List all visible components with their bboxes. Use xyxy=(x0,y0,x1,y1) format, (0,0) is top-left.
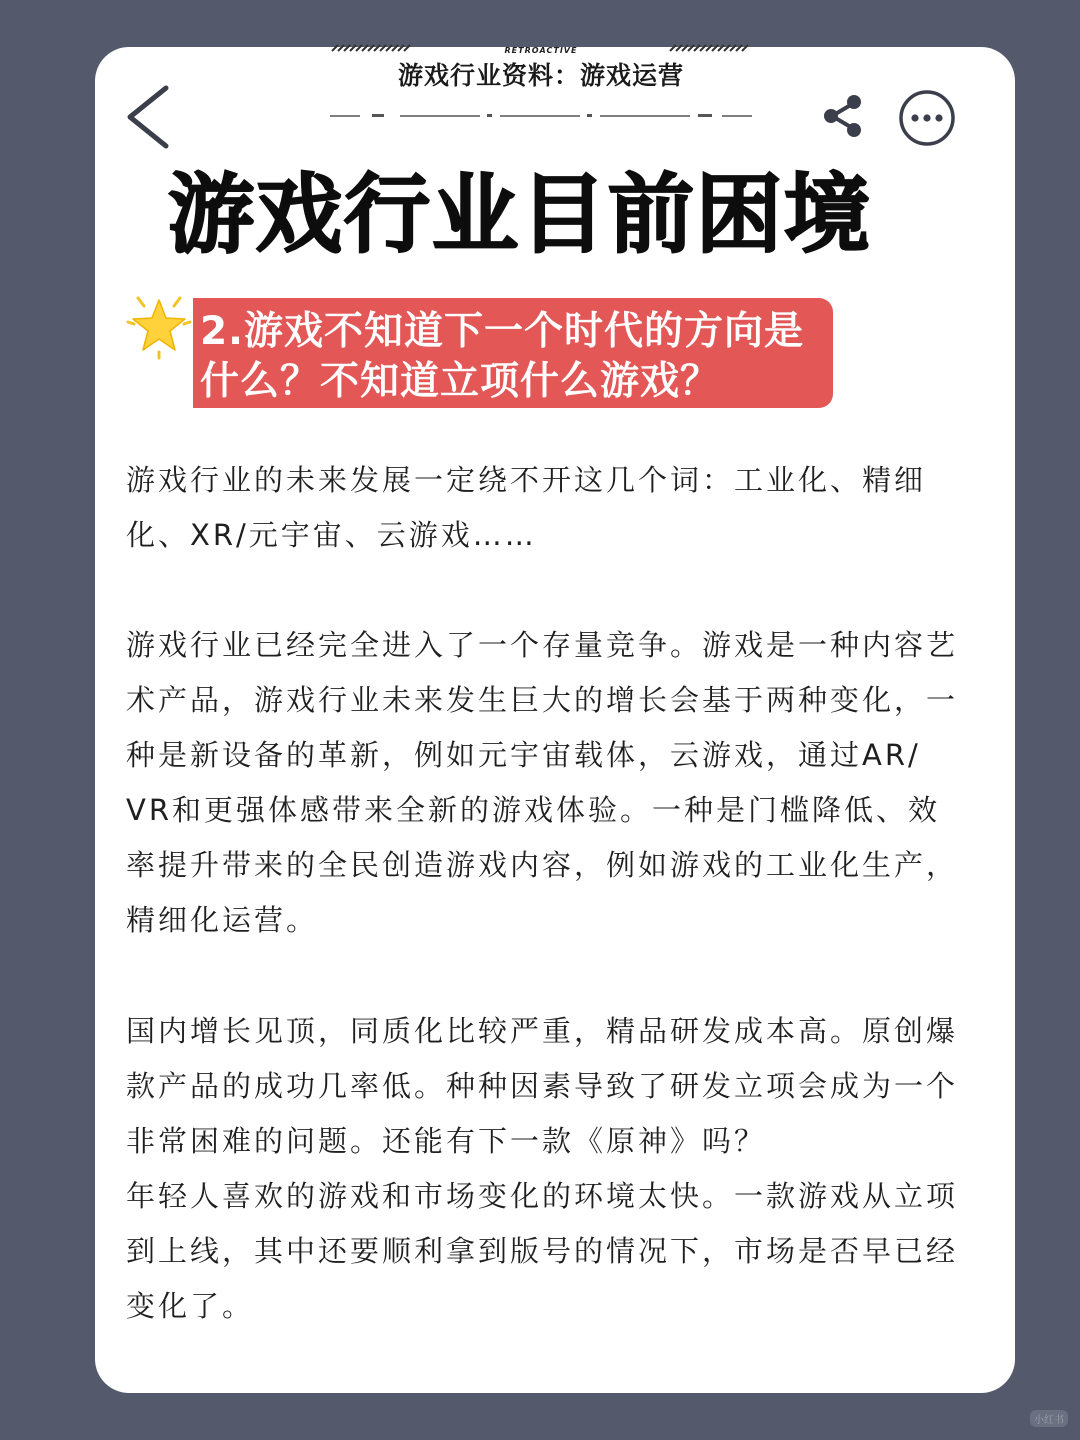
paragraph-2 xyxy=(126,618,986,948)
watermark-logo: 小红书 xyxy=(1030,1410,1068,1427)
header-divider xyxy=(330,110,752,122)
header-brand: RETROACTIVE xyxy=(504,46,578,55)
header-title: 游戏行业资料：游戏运营 xyxy=(397,61,684,90)
text-line: 化、XR/元宇宙、云游戏…… xyxy=(126,518,537,552)
subheading-line-2: 什么？不知道立项什么游戏？ xyxy=(200,359,721,404)
article-title: 游戏行业目前困境 xyxy=(168,165,872,265)
subheading-line-1: 2.游戏不知道下一个时代的方向是 xyxy=(200,309,804,354)
star-icon xyxy=(124,292,194,362)
more-options-icon[interactable] xyxy=(898,89,956,147)
text-line: 到上线，其中还要顺利拿到版号的情况下，市场是否早已经 xyxy=(126,1234,959,1268)
share-icon[interactable] xyxy=(820,93,866,139)
text-line: 术产品，游戏行业未来发生巨大的增长会基于两种变化，一 xyxy=(126,683,959,717)
text-line: 率提升带来的全民创造游戏内容，例如游戏的工业化生产， xyxy=(126,848,959,882)
text-line: 款产品的成功几率低。种种因素导致了研发立项会成为一个 xyxy=(126,1069,959,1103)
text-line: 精细化运营。 xyxy=(126,903,319,937)
paragraph-1 xyxy=(126,453,986,563)
text-line: 种是新设备的革新，例如元宇宙载体，云游戏，通过AR/ xyxy=(126,738,921,772)
text-line: 变化了。 xyxy=(126,1289,255,1323)
text-line: 游戏行业的未来发展一定绕不开这几个词：工业化、精细 xyxy=(126,463,927,497)
paragraph-3 xyxy=(126,1004,986,1334)
chevron-left-icon[interactable] xyxy=(122,84,178,150)
text-line: VR和更强体感带来全新的游戏体验。一种是门槛降低、效 xyxy=(126,793,940,827)
text-line: 国内增长见顶，同质化比较严重，精品研发成本高。原创爆 xyxy=(126,1014,959,1048)
text-line: 非常困难的问题。还能有下一款《原神》吗？ xyxy=(126,1124,767,1158)
text-line: 游戏行业已经完全进入了一个存量竞争。游戏是一种内容艺 xyxy=(126,628,959,662)
text-line: 年轻人喜欢的游戏和市场变化的环境太快。一款游戏从立项 xyxy=(126,1179,959,1213)
